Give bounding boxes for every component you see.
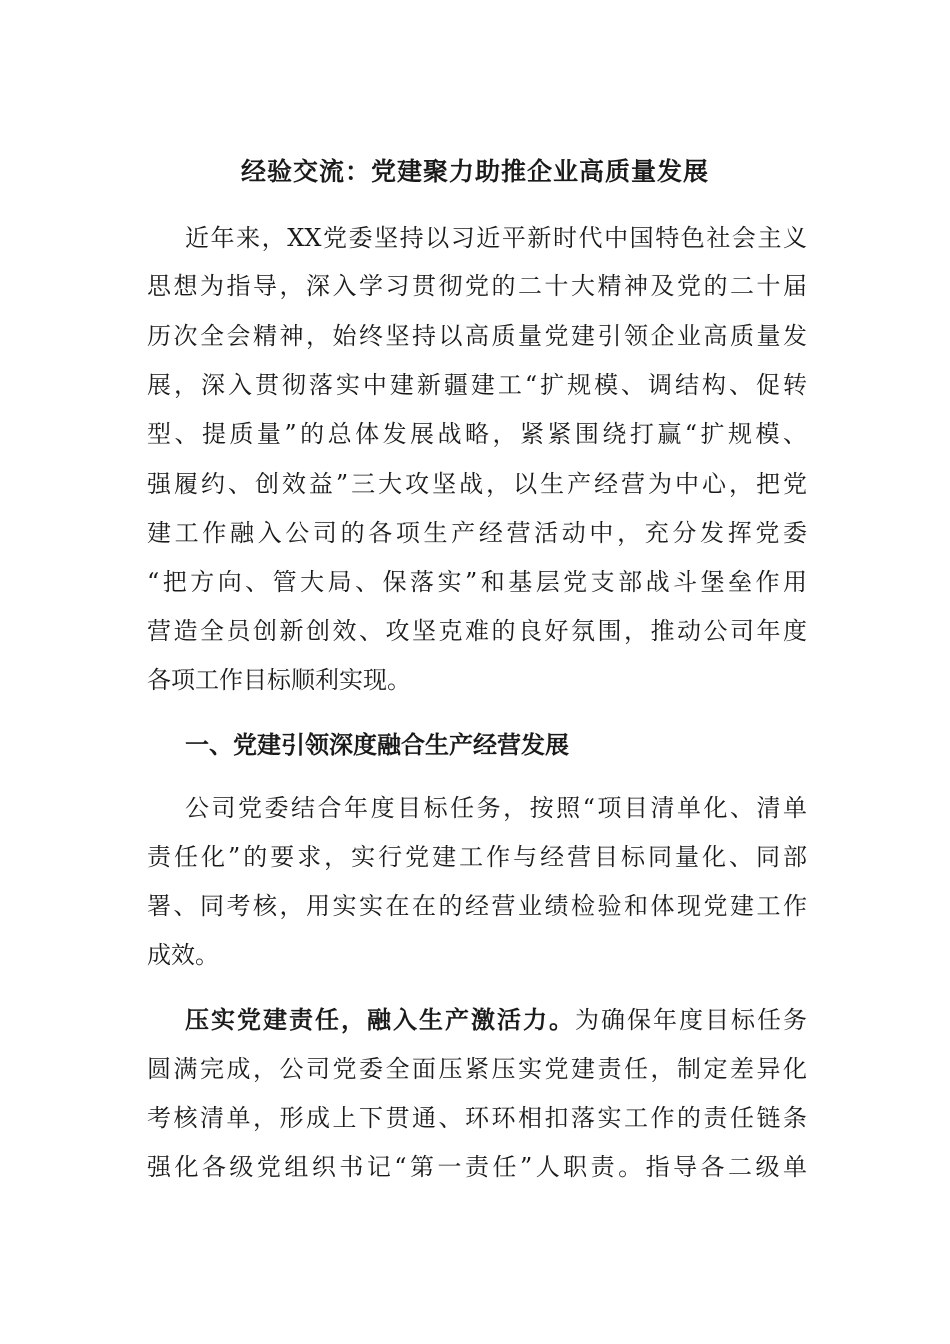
para-2-line-4: 强化各级党组织书记“第一责任”人职责。指导各二级单 — [147, 1153, 807, 1181]
para-2-bold-lead: 压实党建责任，融入生产激活力。 — [185, 1005, 575, 1034]
intro-line-6: 强履约、创效益”三大攻坚战，以生产经营为中心，把党 — [147, 470, 807, 498]
document-title: 经验交流：党建聚力助推企业高质量发展 — [240, 157, 709, 186]
section-1-line-4: 成效。 — [147, 941, 219, 969]
intro-line-1: 近年来，XX党委坚持以习近平新时代中国特色社会主义 — [185, 224, 807, 252]
section-1-line-2: 责任化”的要求，实行党建工作与经营目标同量化、同部 — [147, 843, 807, 871]
intro-line-8: “把方向、管大局、保落实”和基层党支部战斗堡垒作用 — [147, 568, 807, 596]
section-1-line-3: 署、同考核，用实实在在的经营业绩检验和体现党建工作 — [147, 892, 807, 920]
intro-line-9: 营造全员创新创效、攻坚克难的良好氛围，推动公司年度 — [147, 617, 807, 645]
para-2-first-rest: 为确保年度目标任务 — [575, 1006, 807, 1034]
intro-line-5: 型、提质量”的总体发展战略，紧紧围绕打赢“扩规模、 — [147, 420, 807, 448]
para-2-line-2: 圆满完成，公司党委全面压紧压实党建责任，制定差异化 — [147, 1055, 807, 1083]
para-2-line-3: 考核清单，形成上下贯通、环环相扣落实工作的责任链条 — [147, 1104, 807, 1132]
section-1-line-1: 公司党委结合年度目标任务，按照“项目清单化、清单 — [185, 794, 807, 822]
intro-line-2: 思想为指导，深入学习贯彻党的二十大精神及党的二十届 — [147, 272, 807, 300]
intro-line-10: 各项工作目标顺利实现。 — [147, 666, 411, 694]
intro-line-4: 展，深入贯彻落实中建新疆建工“扩规模、调结构、促转 — [147, 371, 807, 399]
intro-line-3: 历次全会精神，始终坚持以高质量党建引领企业高质量发 — [147, 322, 807, 350]
intro-line-7: 建工作融入公司的各项生产经营活动中，充分发挥党委 — [147, 519, 807, 547]
section-1-heading: 一、党建引领深度融合生产经营发展 — [185, 730, 569, 759]
para-2-line-1 — [185, 1000, 807, 1040]
